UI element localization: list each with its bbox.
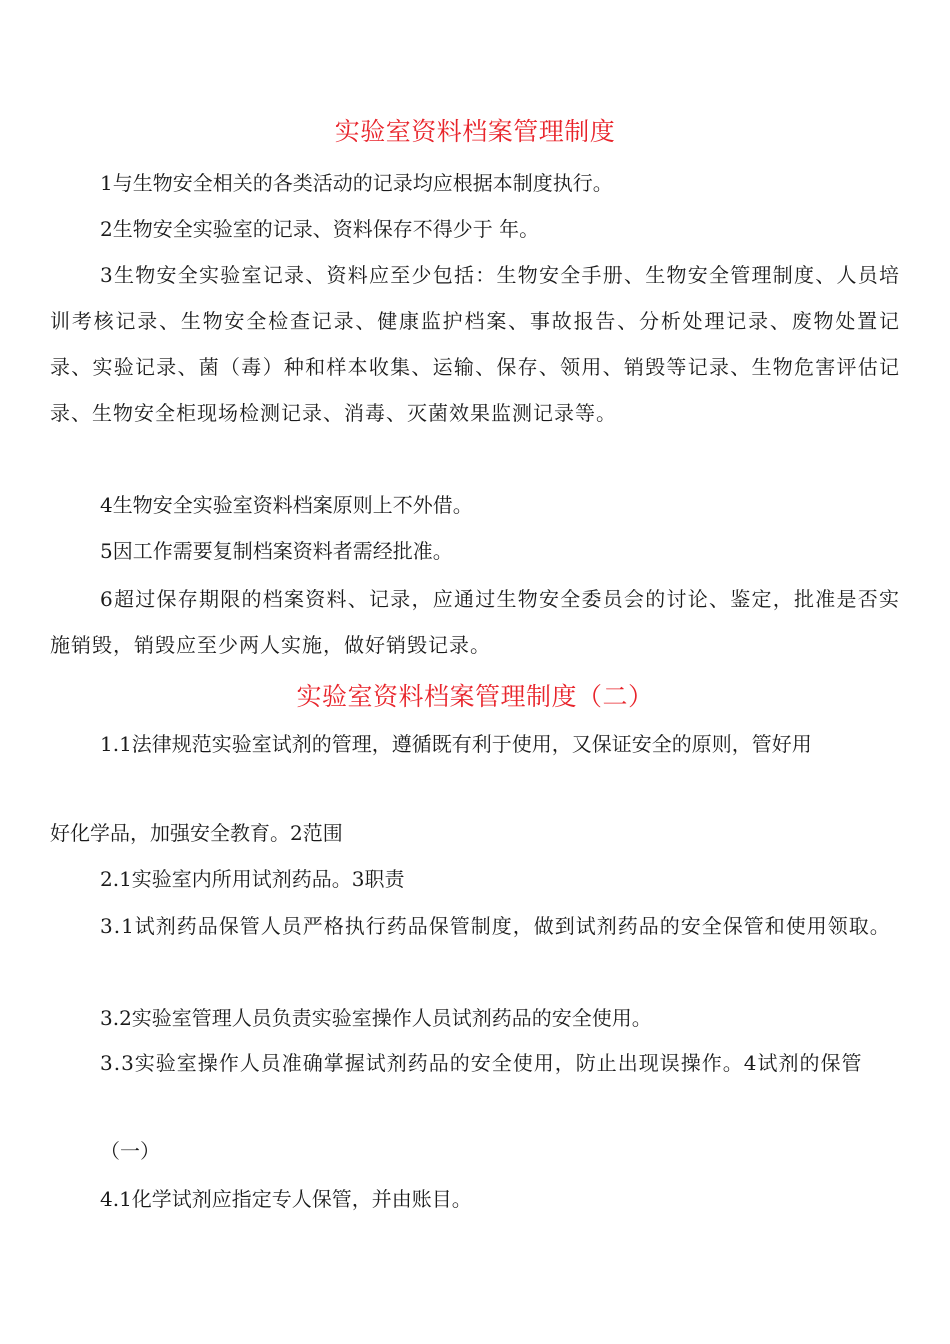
paragraph-line: 1.1法律规范实验室试剂的管理，遵循既有利于使用，又保证安全的原则，管好用 [100, 732, 812, 756]
paragraph: 1与生物安全相关的各类活动的记录均应根据本制度执行。 [100, 171, 613, 195]
paragraph-line: 2.1实验室内所用试剂药品。3职责 [100, 867, 405, 891]
paragraph: 5因工作需要复制档案资料者需经批准。 [100, 539, 453, 563]
paragraph-line: （一） [100, 1139, 160, 1163]
paragraph-line: 好化学品，加强安全教育。2范围 [50, 821, 343, 845]
paragraph-line: 4.1化学试剂应指定专人保管，并由账目。 [100, 1187, 472, 1211]
paragraph: 3生物安全实验室记录、资料应至少包括：生物安全手册、生物安全管理制度、人员培训考核记录、生物安全检查记录、健康监护档案、事故报告、分析处理记录、废物处置记录、实验记录、菌（毒）种和样本收集、运输、保存、领用、销毁等记录、生物危害评估记录、生物安全柜现场检测记录、消毒、灭菌效果监测记录等。 [50, 263, 900, 425]
paragraph: 3.2实验室管理人员负责实验室操作人员试剂药品的安全使用。 [100, 1006, 652, 1030]
paragraph: 2生物安全实验室的记录、资料保存不得少于 年。 [100, 217, 540, 241]
section-title: 实验室资料档案管理制度 [334, 117, 616, 146]
paragraph: 4生物安全实验室资料档案原则上不外借。 [100, 493, 473, 517]
paragraph: 3.3实验室操作人员准确掌握试剂药品的安全使用，防止出现误操作。4试剂的保管 [100, 1051, 863, 1075]
paragraph: 3.1试剂药品保管人员严格执行药品保管制度，做到试剂药品的安全保管和使用领取。 [100, 914, 891, 938]
paragraph: 6超过保存期限的档案资料、记录，应通过生物安全委员会的讨论、鉴定，批准是否实施销毁，销毁应至少两人实施，做好销毁记录。 [50, 587, 900, 657]
section-title: 实验室资料档案管理制度（二） [296, 682, 654, 711]
